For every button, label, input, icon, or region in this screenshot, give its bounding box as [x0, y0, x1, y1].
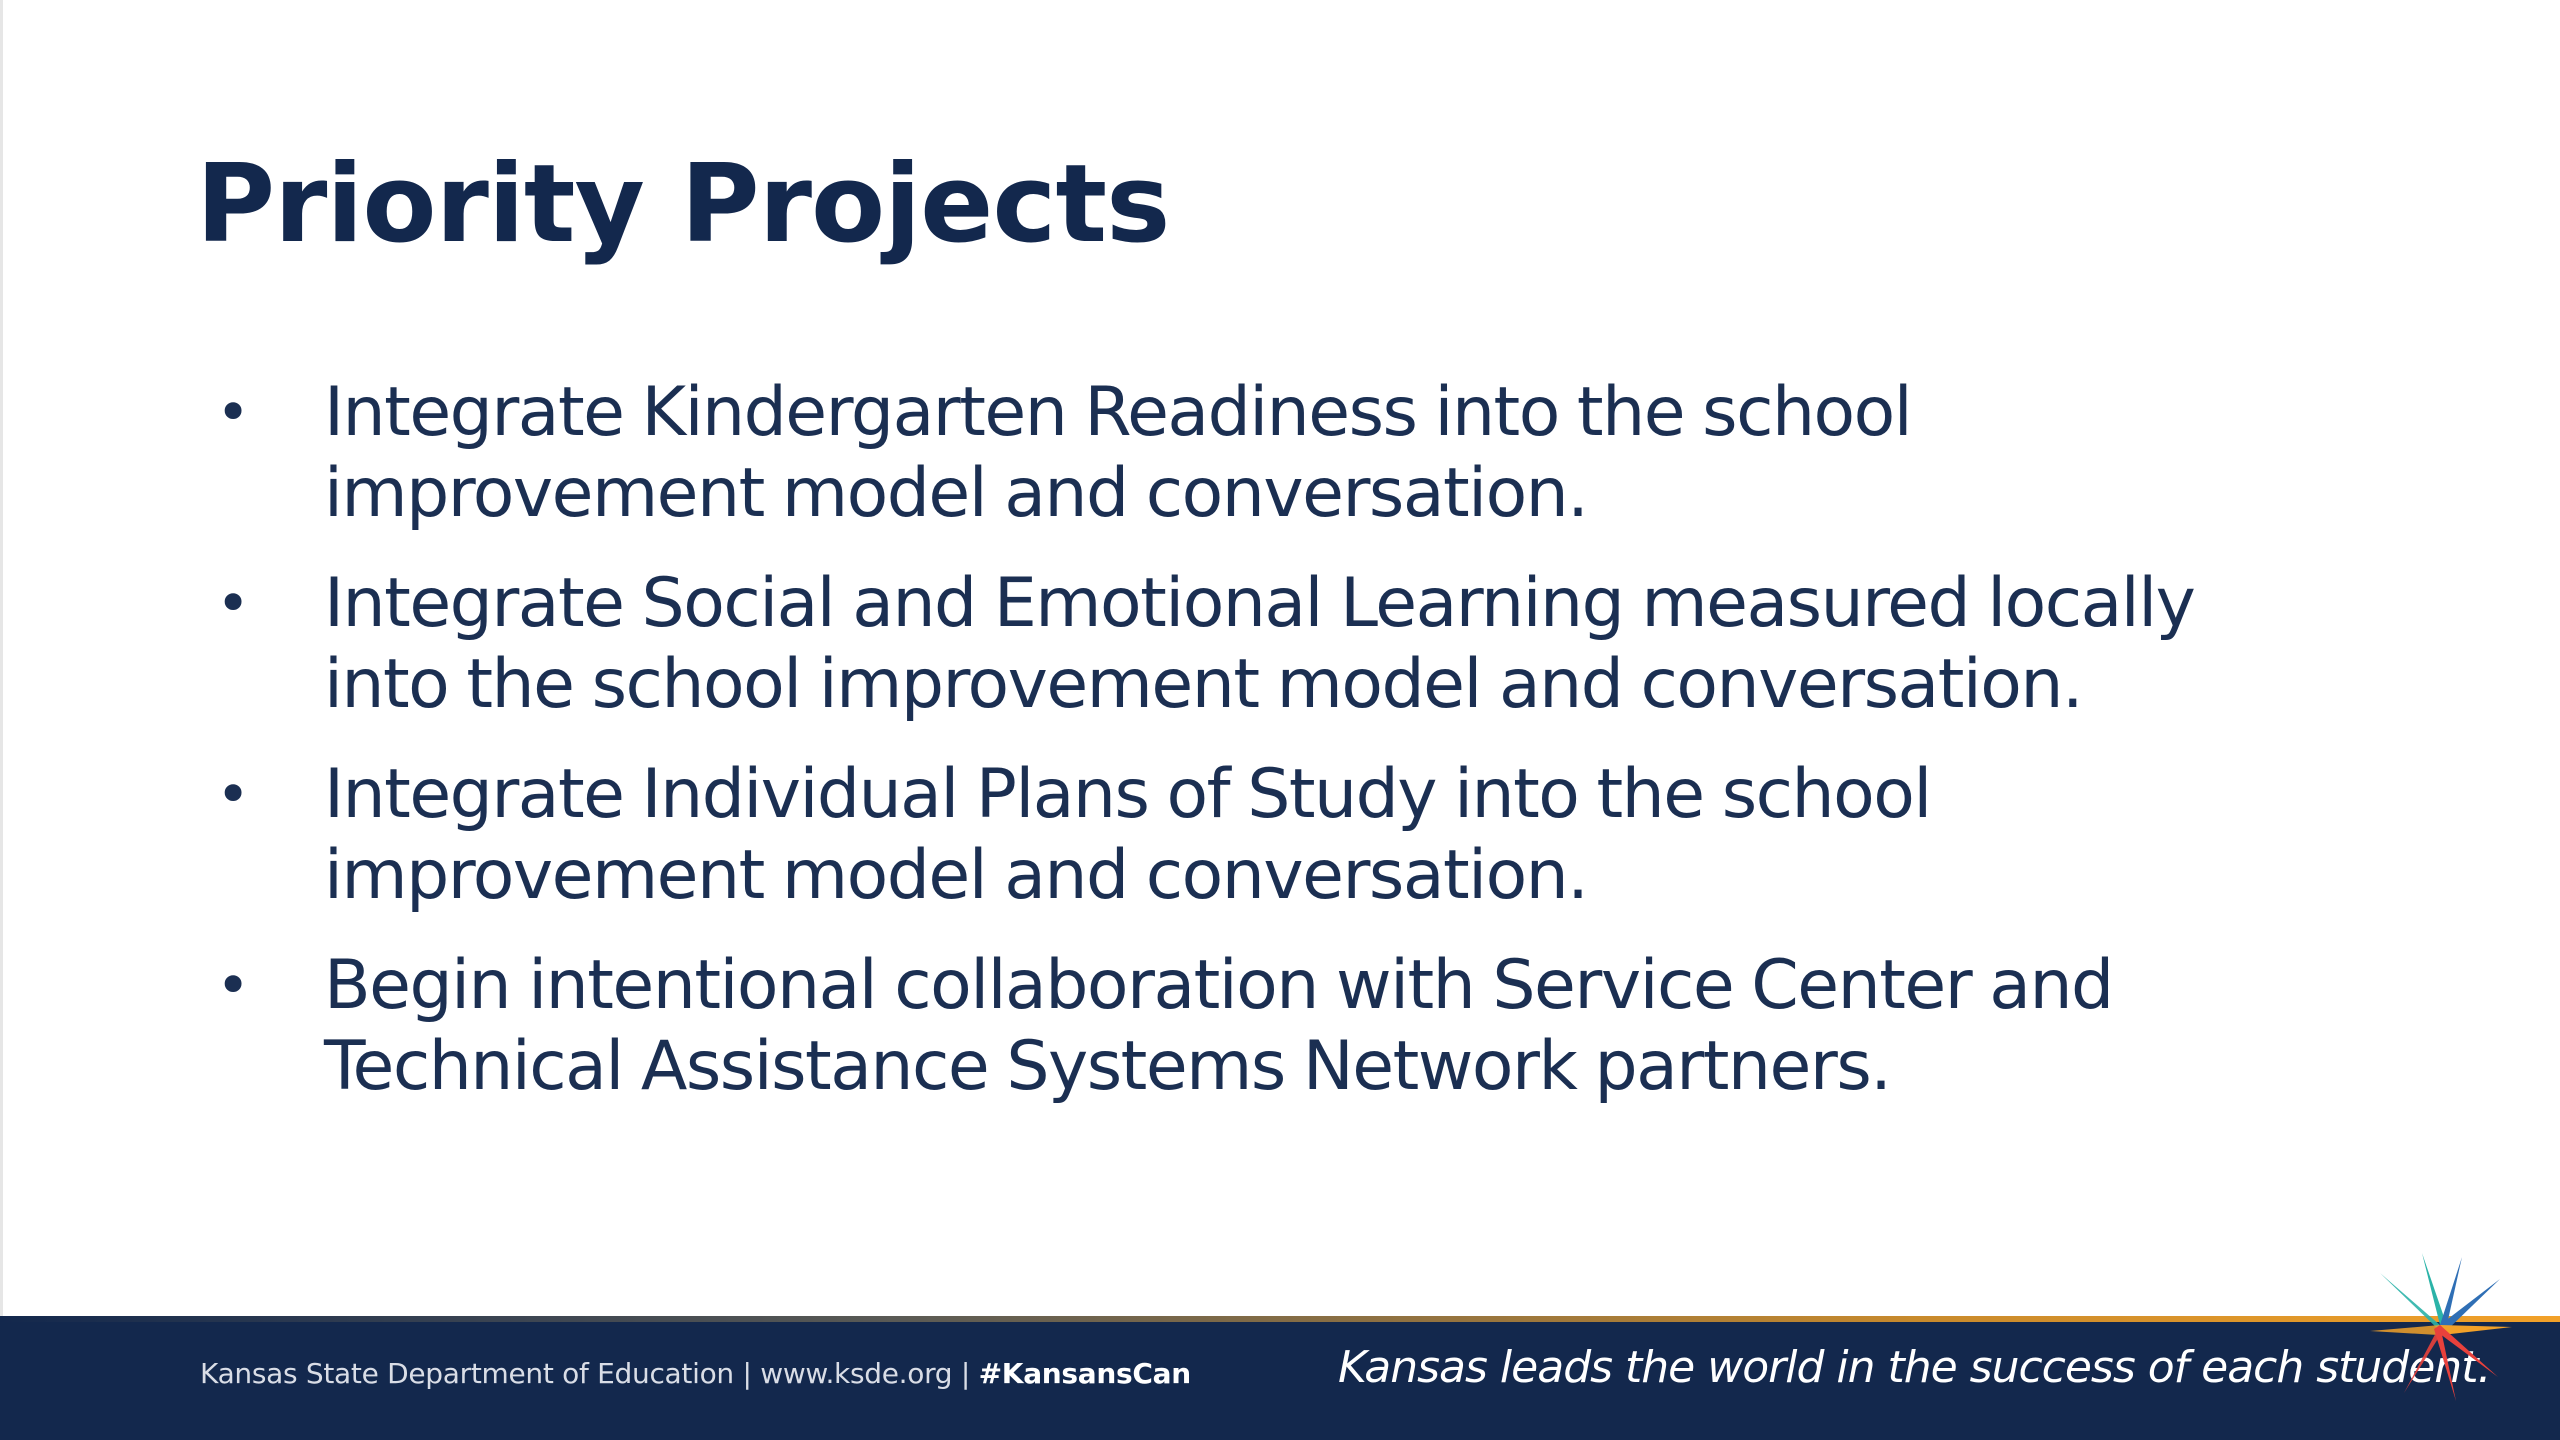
bullet-line: Integrate Social and Emotional Learning measured locally: [324, 564, 2195, 643]
bullet-item: [216, 754, 2366, 916]
footer-tagline: Kansas leads the world in the success of each student.: [1338, 1342, 2491, 1393]
footer-org: Kansas State Department of Education: [200, 1357, 734, 1390]
bullet-line: improvement model and conversation.: [324, 836, 1588, 915]
bullet-line: Integrate Kindergarten Readiness into the school: [324, 373, 1912, 452]
bullet-item: [216, 563, 2366, 725]
bullet-line: improvement model and conversation.: [324, 454, 1588, 533]
slide-edge: [0, 0, 3, 1320]
bullet-text: [324, 563, 2194, 725]
footer-separator: |: [960, 1357, 971, 1390]
bullet-text: [324, 754, 1931, 916]
bullet-line: Begin intentional collaboration with Service Center and: [324, 946, 2113, 1025]
slide-title: Priority Projects: [196, 142, 1170, 267]
kansans-can-star-icon: [2360, 1245, 2520, 1405]
bullet-text: [324, 945, 2113, 1107]
footer-hashtag: #KansansCan: [978, 1357, 1191, 1390]
footer-separator: |: [742, 1357, 752, 1390]
bullet-item: [216, 945, 2366, 1107]
bullet-line: Technical Assistance Systems Network partners.: [324, 1027, 1891, 1106]
bullet-marker: •: [216, 569, 251, 637]
bullet-marker: •: [216, 760, 251, 828]
bullet-line: Integrate Individual Plans of Study into the school: [324, 755, 1931, 834]
bullet-list: [216, 372, 2366, 1136]
bullet-item: [216, 372, 2366, 534]
bullet-text: [324, 372, 1911, 534]
footer-website: www.ksde.org: [760, 1357, 953, 1390]
bullet-line: into the school improvement model and conversation.: [324, 645, 2083, 724]
bullet-marker: •: [216, 951, 251, 1019]
bullet-marker: •: [216, 378, 251, 446]
footer-credits: [200, 1354, 1191, 1394]
